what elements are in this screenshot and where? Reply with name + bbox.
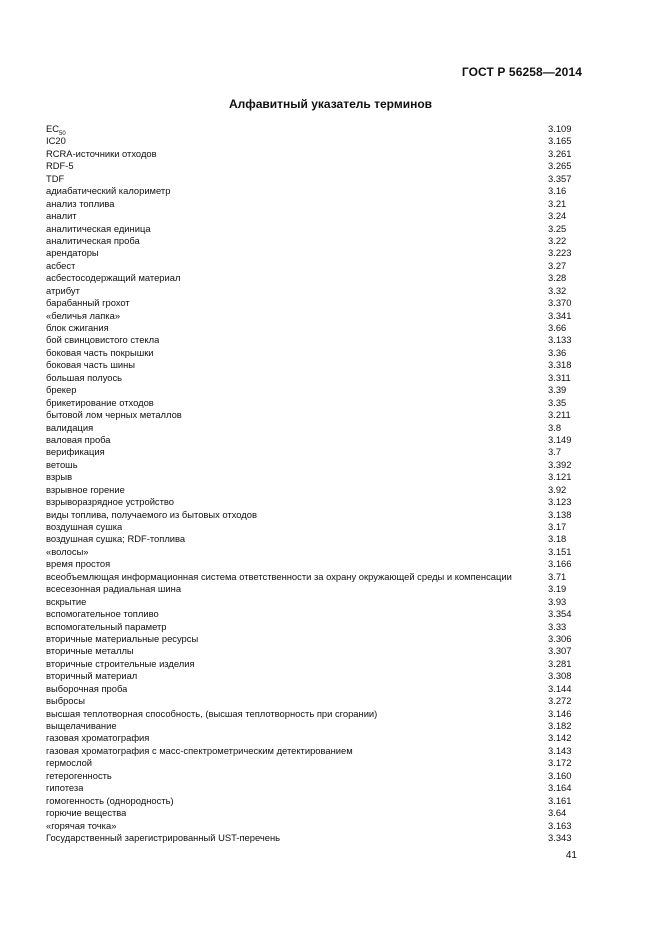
index-entry (46, 770, 582, 782)
index-term-reference: 3.36 (548, 346, 567, 358)
index-term: «горячая точка» (46, 819, 117, 831)
index-term: «беличья лапка» (46, 309, 121, 321)
index-term-reference: 3.64 (548, 807, 567, 819)
index-entry (46, 471, 582, 483)
index-term: вторичный материал (46, 670, 138, 682)
index-term: асбестосодержащий материал (46, 272, 181, 284)
index-entry (46, 720, 582, 732)
index-term: анализ топлива (46, 197, 115, 209)
index-term-reference: 3.66 (548, 322, 567, 333)
index-entry (46, 148, 582, 160)
index-entry (46, 621, 582, 633)
index-term: вторичные материальные ресурсы (46, 632, 199, 644)
index-entry (46, 210, 582, 222)
index-term-reference: 3.311 (548, 371, 571, 383)
index-entry (46, 297, 582, 309)
index-entry (46, 782, 582, 794)
index-term-reference: 3.341 (548, 309, 572, 321)
index-entry (46, 173, 582, 185)
index-entry (46, 409, 582, 421)
index-term-reference: 3.343 (548, 831, 572, 843)
index-entry (46, 795, 582, 807)
index-entry (46, 533, 582, 545)
index-term-reference: 3.318 (548, 359, 572, 371)
index-term-reference: 3.21 (548, 197, 567, 209)
index-term-reference: 3.161 (548, 794, 572, 806)
index-entry (46, 198, 582, 210)
index-entry (46, 670, 582, 682)
index-term-reference: 3.149 (548, 433, 572, 445)
index-entry (46, 596, 582, 608)
index-entry (46, 397, 582, 409)
index-term: горючие вещества (46, 807, 127, 819)
index-entry (46, 384, 582, 396)
index-entry (46, 185, 582, 197)
index-term: аналитическая единица (46, 222, 151, 234)
index-term: всеобъемлющая информационная система ответственности за охрану окружающей среды и компенсации (46, 570, 512, 582)
index-term: виды топлива, получаемого из бытовых отходов (46, 508, 257, 520)
index-term-reference: 3.33 (548, 620, 567, 632)
index-term-reference: 3.160 (548, 769, 572, 781)
index-entry (46, 496, 582, 508)
index-term-reference: 3.144 (548, 682, 572, 694)
index-term: брекер (46, 384, 77, 396)
index-term: гермослой (46, 757, 93, 769)
index-term: выщелачивание (46, 720, 117, 731)
index-term-reference: 3.138 (548, 508, 572, 520)
index-term-reference: 3.24 (548, 210, 567, 222)
index-term-reference: 3.165 (548, 135, 572, 147)
index-term-reference: 3.182 (548, 720, 572, 731)
index-term: выборочная проба (46, 682, 128, 694)
index-entry (46, 521, 582, 533)
term-index-list (46, 123, 582, 844)
index-entry (46, 260, 582, 272)
index-term-reference: 3.7 (548, 446, 562, 458)
index-entry (46, 695, 582, 707)
index-term: гетерогенность (46, 769, 112, 781)
index-term-reference: 3.22 (548, 234, 567, 246)
index-entry (46, 135, 582, 147)
index-term-reference: 3.92 (548, 483, 567, 495)
index-entry (46, 708, 582, 720)
index-term: взрыворазрядное устройство (46, 496, 174, 508)
index-term-reference: 3.17 (548, 521, 567, 532)
index-term: бой свинцовистого стекла (46, 334, 160, 346)
index-entry (46, 807, 582, 819)
index-entry (46, 422, 582, 434)
index-term-reference: 3.142 (548, 732, 572, 744)
index-entry (46, 745, 582, 757)
index-entry (46, 459, 582, 471)
index-term-reference: 3.27 (548, 259, 567, 271)
index-term-reference: 3.143 (548, 744, 572, 756)
index-entry (46, 645, 582, 657)
index-entry (46, 546, 582, 558)
index-term-reference: 3.265 (548, 160, 572, 172)
index-term-subscript: 50 (59, 130, 66, 137)
index-term: боковая часть шины (46, 359, 136, 371)
index-term: RCRA-источники отходов (46, 147, 157, 159)
index-term: аналитическая проба (46, 234, 140, 246)
index-term: IC20 (46, 135, 66, 147)
index-term-reference: 3.223 (548, 247, 572, 259)
index-term: барабанный грохот (46, 297, 130, 309)
index-entry (46, 310, 582, 322)
index-term: взрыв (46, 471, 73, 483)
index-entry (46, 608, 582, 620)
index-term-reference: 3.272 (548, 695, 572, 707)
index-term-reference: 3.93 (548, 595, 567, 607)
index-term-reference: 3.32 (548, 284, 567, 296)
index-term: атрибут (46, 284, 80, 296)
index-entry (46, 683, 582, 695)
index-term-reference: 3.109 (548, 123, 572, 134)
index-term: газовая хроматография (46, 732, 150, 744)
index-entry (46, 509, 582, 521)
index-entry (46, 347, 582, 359)
index-term-reference: 3.151 (548, 545, 572, 557)
index-term: вскрытие (46, 595, 87, 607)
index-entry (46, 484, 582, 496)
index-entry (46, 571, 582, 583)
index-entry (46, 334, 582, 346)
index-term-reference: 3.354 (548, 608, 572, 620)
index-term-reference: 3.146 (548, 707, 572, 719)
index-term-reference: 3.121 (548, 471, 572, 483)
index-term-reference: 3.71 (548, 570, 567, 582)
index-term-reference: 3.16 (548, 185, 567, 197)
index-term: гомогенность (однородность) (46, 794, 174, 806)
page-title: Алфавитный указатель терминов (228, 97, 433, 111)
index-entry (46, 322, 582, 334)
index-entry (46, 247, 582, 259)
page-number: 41 (565, 850, 577, 861)
index-term-reference: 3.19 (548, 583, 567, 595)
index-term: адиабатический калориметр (46, 185, 171, 197)
index-term: валидация (46, 421, 94, 433)
index-entry (46, 732, 582, 744)
index-entry (46, 359, 582, 371)
index-entry (46, 558, 582, 570)
index-entry (46, 658, 582, 670)
document-header-standard: ГОСТ Р 56258—2014 (461, 65, 582, 79)
index-term: верификация (46, 446, 105, 458)
index-term-reference: 3.166 (548, 558, 572, 570)
index-term-reference: 3.261 (548, 147, 572, 159)
index-term: большая полуось (46, 371, 123, 383)
index-entry (46, 832, 582, 844)
index-term-reference: 3.308 (548, 670, 572, 682)
index-term: взрывное горение (46, 483, 125, 495)
index-term-reference: 3.35 (548, 396, 567, 408)
index-term-reference: 3.281 (548, 657, 572, 669)
index-term-reference: 3.25 (548, 222, 567, 234)
index-term-reference: 3.307 (548, 645, 572, 657)
index-term: арендаторы (46, 247, 99, 259)
index-term: Государственный зарегистрированный UST-перечень (46, 831, 281, 843)
index-term: всесезонная радиальная шина (46, 583, 182, 595)
index-term: ветошь (46, 458, 78, 470)
index-term: асбест (46, 259, 76, 271)
index-term: газовая хроматография с масс-спектрометрическим детектированием (46, 744, 353, 756)
index-term: бытовой лом черных металлов (46, 409, 182, 421)
index-term-reference: 3.39 (548, 384, 567, 396)
index-term: вторичные металлы (46, 645, 134, 657)
index-term-reference: 3.28 (548, 272, 567, 284)
index-term-reference: 3.163 (548, 819, 572, 831)
index-term: RDF-5 (46, 160, 74, 172)
index-entry (46, 235, 582, 247)
index-term-reference: 3.392 (548, 458, 572, 470)
index-term: аналит (46, 210, 77, 222)
index-entry (46, 446, 582, 458)
index-entry (46, 272, 582, 284)
index-term-reference: 3.370 (548, 297, 572, 309)
index-entry (46, 757, 582, 769)
index-entry (46, 372, 582, 384)
index-term: воздушная сушка (46, 521, 123, 532)
index-term: вторичные строительные изделия (46, 657, 195, 669)
index-entry (46, 583, 582, 595)
index-entry (46, 820, 582, 832)
index-term: боковая часть покрышки (46, 346, 154, 358)
index-term: вспомогательное топливо (46, 608, 159, 620)
index-entry (46, 434, 582, 446)
index-entry (46, 223, 582, 235)
index-entry (46, 160, 582, 172)
index-term-reference: 3.306 (548, 632, 572, 644)
index-term-reference: 3.357 (548, 172, 572, 184)
index-entry (46, 285, 582, 297)
index-term: валовая проба (46, 433, 111, 445)
index-term: выбросы (46, 695, 85, 707)
index-entry (46, 123, 582, 135)
index-term: высшая теплотворная способность, (высшая теплотворность при сгорании) (46, 707, 378, 719)
index-term: блок сжигания (46, 322, 109, 333)
index-entry (46, 633, 582, 645)
index-term: TDF (46, 172, 65, 184)
index-term: гипотеза (46, 782, 84, 794)
index-term-reference: 3.123 (548, 496, 572, 508)
index-term: вспомогательный параметр (46, 620, 167, 632)
index-term-reference: 3.211 (548, 409, 571, 421)
index-term-reference: 3.133 (548, 334, 572, 346)
index-term: воздушная сушка; RDF-топлива (46, 533, 186, 545)
index-term-reference: 3.172 (548, 757, 572, 769)
index-term-reference: 3.164 (548, 782, 572, 794)
index-term: «волосы» (46, 545, 89, 557)
index-term: брикетирование отходов (46, 396, 154, 408)
index-term-reference: 3.8 (548, 421, 562, 433)
index-term: время простоя (46, 558, 111, 570)
index-term-reference: 3.18 (548, 533, 567, 545)
index-term: $EC_{50}$ (46, 123, 66, 137)
